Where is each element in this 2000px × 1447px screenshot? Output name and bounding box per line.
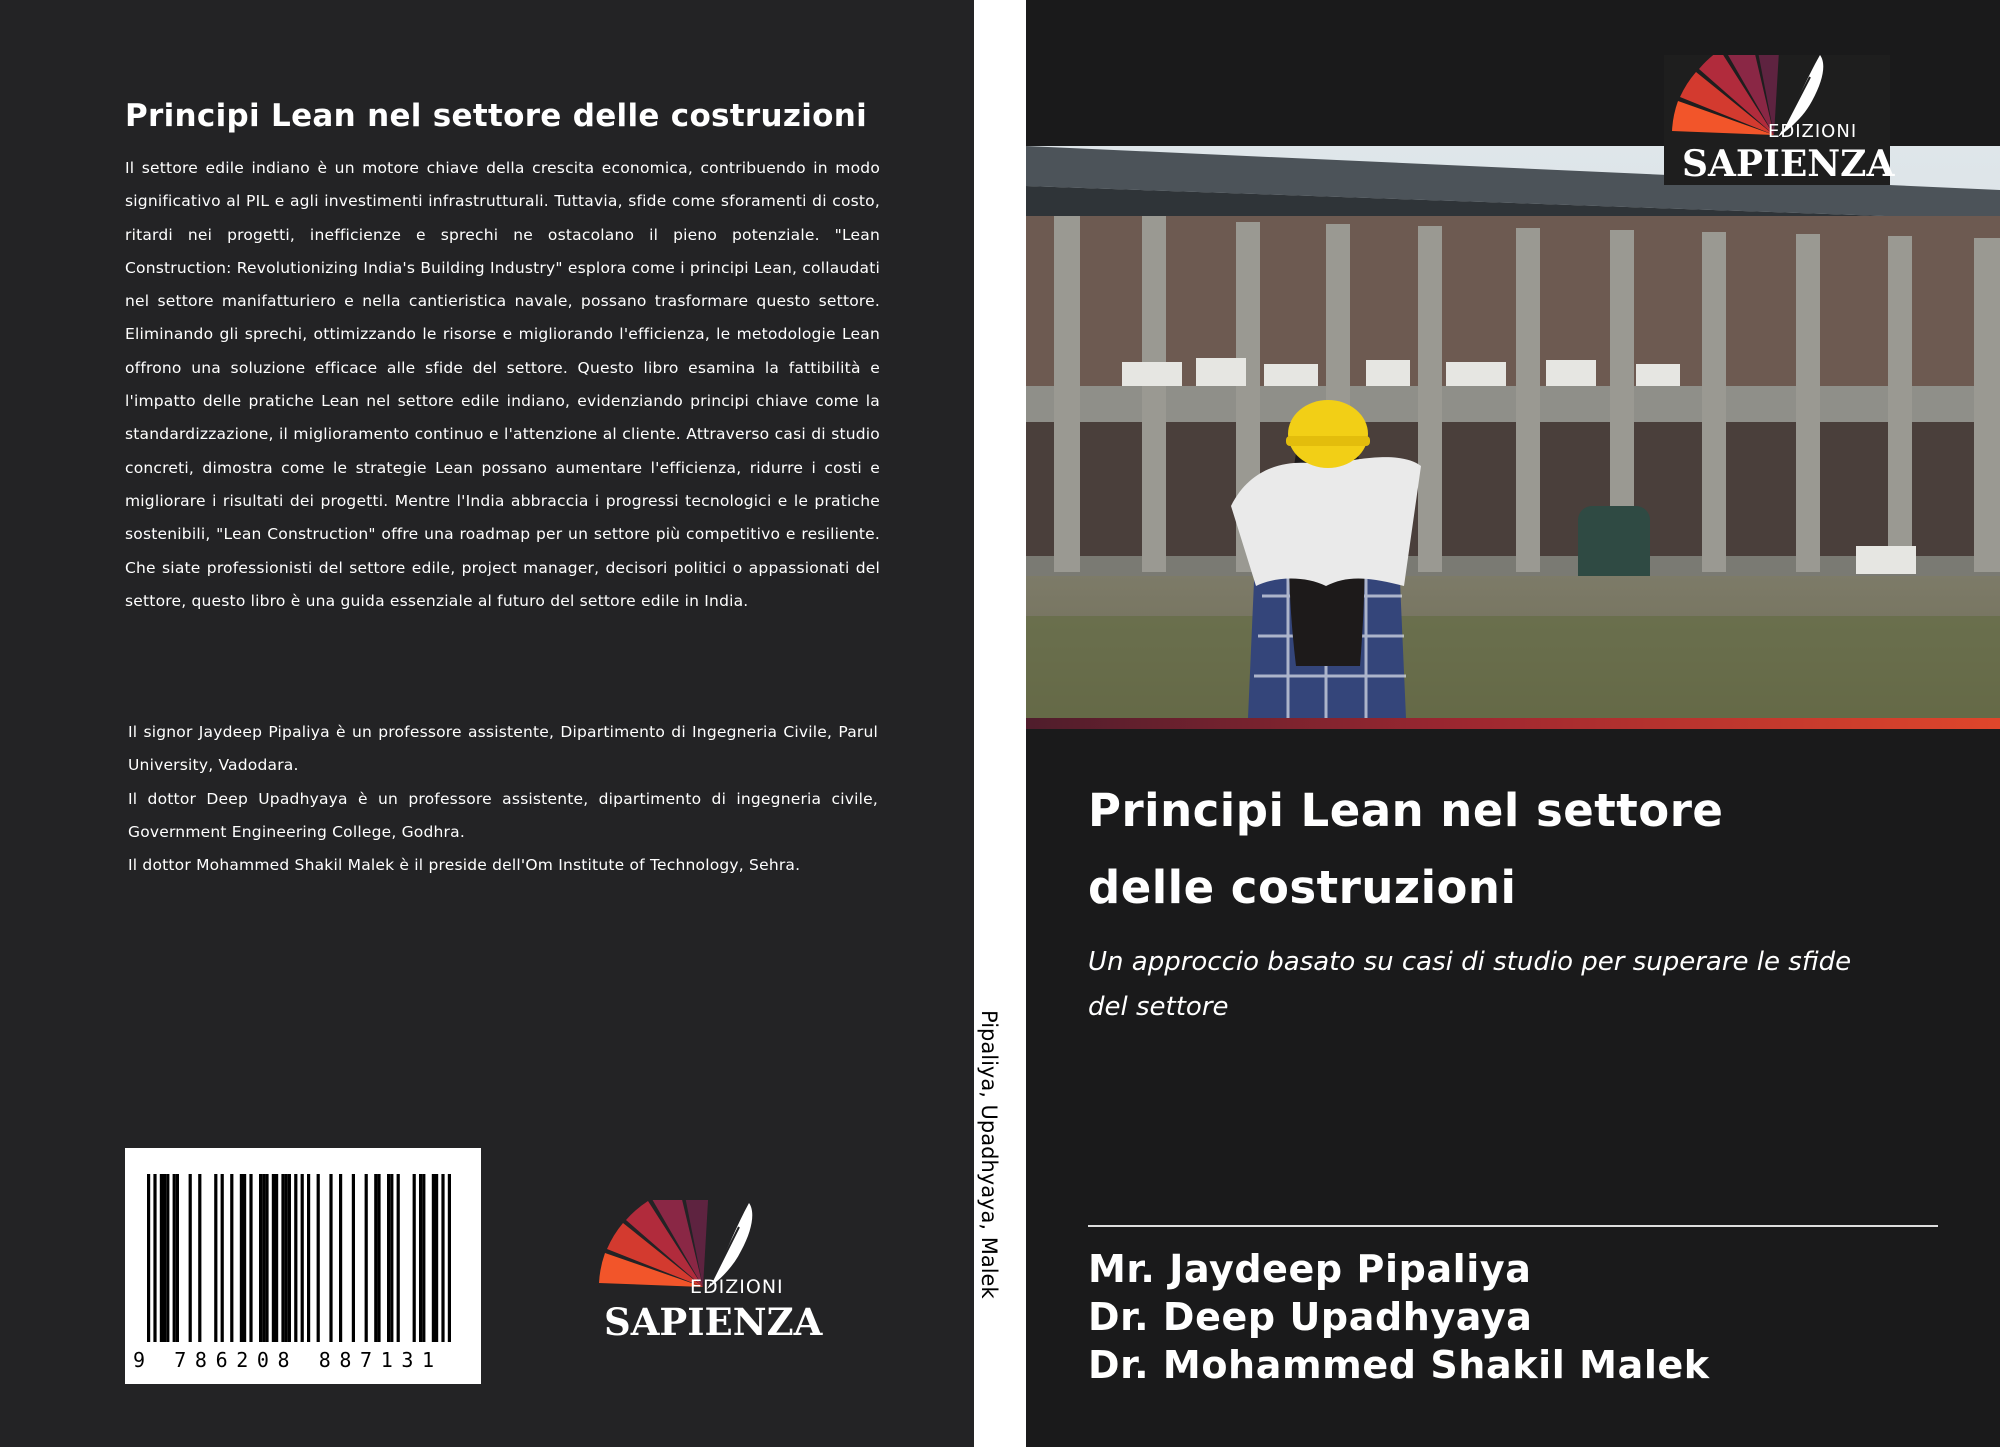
- author-name: Dr. Mohammed Shakil Malek: [1088, 1343, 1710, 1387]
- publisher-name: SAPIENZA: [1682, 143, 1895, 185]
- barcode-bar: [432, 1174, 435, 1342]
- barcode-bar: [294, 1174, 297, 1342]
- front-cover-title: [1088, 772, 1888, 926]
- barcode-bar: [422, 1174, 425, 1342]
- barcode-bar: [301, 1174, 304, 1342]
- barcode-bar: [397, 1174, 400, 1342]
- cover-photo-construction-site: [1026, 146, 2000, 718]
- author-bio-pipaliya: Il signor Jaydeep Pipaliya è un professore assistente, Dipartimento di Ingegneria Civile, Parul University, Vadodara.: [128, 723, 878, 775]
- barcode-bar: [435, 1174, 438, 1342]
- barcode-bar: [275, 1174, 278, 1342]
- barcode-bar: [339, 1174, 342, 1342]
- front-author-list: [1088, 1245, 1710, 1389]
- publisher-logo-back: [598, 1200, 823, 1344]
- author-bio-upadhyaya: Il dottor Deep Upadhyaya è un professore assistente, dipartimento di ingegneria civile, Government Engineering College, Godhra.: [128, 789, 878, 841]
- barcode-bar: [214, 1174, 217, 1342]
- barcode-bar: [176, 1174, 179, 1342]
- barcode-bar: [419, 1174, 422, 1342]
- author-bio-malek: Il dottor Mohammed Shakil Malek è il preside dell'Om Institute of Technology, Sehra.: [128, 856, 801, 875]
- barcode-bar: [441, 1174, 444, 1342]
- author-name: Mr. Jaydeep Pipaliya: [1088, 1247, 1532, 1291]
- spine-authors: Pipaliya, Upadhyaya, Malek: [977, 1010, 1001, 1299]
- barcode-bar: [281, 1174, 284, 1342]
- barcode-bar: [387, 1174, 390, 1342]
- barcode-bar: [288, 1174, 291, 1342]
- barcode-bar: [189, 1174, 192, 1342]
- barcode-bar: [317, 1174, 320, 1342]
- publisher-edizioni-label: EDIZIONI: [690, 1276, 784, 1298]
- barcode-bar: [374, 1174, 377, 1342]
- author-name: Dr. Deep Upadhyaya: [1088, 1295, 1533, 1339]
- barcode-bar: [173, 1174, 176, 1342]
- barcode-bar: [307, 1174, 310, 1342]
- back-cover-title: Principi Lean nel settore delle costruzioni: [125, 98, 868, 134]
- barcode-bar: [390, 1174, 393, 1342]
- barcode-bar: [160, 1174, 163, 1342]
- barcode-bar: [249, 1174, 252, 1342]
- front-title-line-1: Principi Lean nel settore: [1088, 784, 1724, 837]
- barcode-bar: [243, 1174, 246, 1342]
- barcode-bar: [272, 1174, 275, 1342]
- barcode-bar: [262, 1174, 265, 1342]
- barcode-bar: [265, 1174, 268, 1342]
- barcode-bar: [352, 1174, 355, 1342]
- isbn-number: 9 786208 887131: [133, 1348, 473, 1372]
- barcode-bar: [259, 1174, 262, 1342]
- publisher-logo-front: [1664, 55, 1895, 185]
- barcode-bar: [329, 1174, 332, 1342]
- divider-line: [1088, 1225, 1938, 1227]
- front-title-line-2: delle costruzioni: [1088, 861, 1517, 914]
- barcode-bar: [240, 1174, 243, 1342]
- publisher-name: SAPIENZA: [604, 1300, 823, 1344]
- barcode-bar: [365, 1174, 368, 1342]
- barcode-bar: [230, 1174, 233, 1342]
- barcode-bar: [166, 1174, 169, 1342]
- front-cover-subtitle: Un approccio basato su casi di studio per superare le sfide del settore: [1088, 947, 1852, 1022]
- barcode-bar: [221, 1174, 224, 1342]
- author-bios: [128, 716, 878, 882]
- decorative-stripe: [1026, 718, 2000, 729]
- publisher-edizioni-label: EDIZIONI: [1768, 121, 1858, 142]
- barcode-bar: [448, 1174, 451, 1342]
- barcode-bar: [147, 1174, 150, 1342]
- barcode-bar: [285, 1174, 288, 1342]
- barcode-bar: [377, 1174, 380, 1342]
- barcode-bar: [198, 1174, 201, 1342]
- barcode-bar: [153, 1174, 156, 1342]
- barcode-bar: [163, 1174, 166, 1342]
- back-cover-blurb: Il settore edile indiano è un motore chiave della crescita economica, contribuendo in modo significativo al PIL e agli investimenti infrastrutturali. Tuttavia, sfide come sforamenti di costo, ritardi nei progetti, inefficienze e sprechi ne ostacolano il pieno potenziale. "Lean Construction: Revolutionizing India's Building Industry" esplora come i principi Lean, collaudati nel settore manifatturiero e nella cantieristica navale, possano trasformare questo settore. Eliminando gli sprechi, ottimizzando le risorse e migliorando l'efficienza, le metodologie Lean offrono una soluzione efficace alle sfide del settore. Questo libro esamina la fattibilità e l'impatto delle pratiche Lean nel settore edile indiano, evidenziando principi chiave come la standardizzazione, il miglioramento continuo e l'attenzione al cliente. Attraverso casi di studio concreti, dimostra come le strategie Lean possano aumentare l'efficienza, ridurre i costi e migliorare i risultati dei progetti. Mentre l'India abbraccia i progressi tecnologici e le pratiche sostenibili, "Lean Construction" offre una roadmap per un settore più competitivo e resiliente. Che siate professionisti del settore edile, project manager, decisori politici o appassionati del settore, questo libro è una guida essenziale al futuro del settore edile in India.: [125, 159, 880, 610]
- barcode-bar: [413, 1174, 416, 1342]
- isbn-barcode: [125, 1148, 481, 1384]
